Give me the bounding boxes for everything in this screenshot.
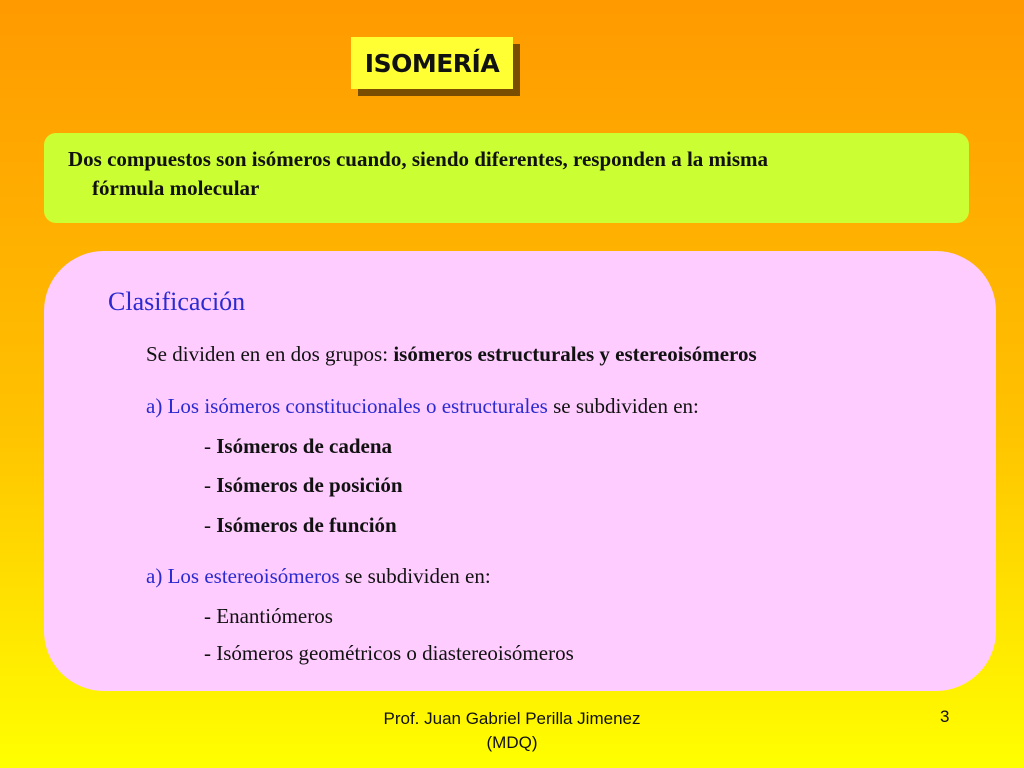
page-number: 3 bbox=[940, 707, 950, 726]
item-dash: - bbox=[204, 513, 217, 537]
structural-label-prefix: a) Los bbox=[146, 394, 205, 418]
stereo-label bbox=[146, 564, 491, 589]
item-dash: - bbox=[204, 604, 217, 628]
definition-line-1: Dos compuestos son isómeros cuando, siendo diferentes, responden a la misma bbox=[68, 147, 769, 171]
list-item bbox=[204, 604, 333, 629]
definition-text bbox=[68, 145, 945, 203]
structural-label bbox=[146, 394, 699, 419]
list-item bbox=[204, 473, 403, 498]
definition-line-2: fórmula molecular bbox=[92, 176, 260, 200]
classification-intro bbox=[146, 342, 757, 367]
definition-box bbox=[44, 133, 969, 223]
stereo-label-suffix: se subdividen en: bbox=[339, 564, 491, 588]
item-dash: - bbox=[204, 434, 217, 458]
footer-author-name: Prof. Juan Gabriel Perilla Jimenez bbox=[383, 709, 641, 728]
footer-author-location: (MDQ) bbox=[486, 733, 538, 752]
stereo-label-highlight: estereoisómeros bbox=[204, 564, 340, 588]
intro-groups: isómeros estructurales y estereoisómeros bbox=[393, 342, 757, 366]
classification-box bbox=[44, 251, 996, 691]
item-dash: - bbox=[204, 473, 217, 497]
list-item bbox=[204, 434, 392, 459]
list-item bbox=[204, 641, 574, 666]
structural-item-3: Isómeros de función bbox=[216, 513, 397, 537]
structural-label-highlight: isómeros constitucionales o estructurales bbox=[204, 394, 548, 418]
stereo-item-2: Isómeros geométricos o diastereoisómeros bbox=[216, 641, 574, 665]
classification-heading: Clasificación bbox=[108, 287, 246, 316]
page-title: ISOMERÍA bbox=[364, 48, 500, 78]
structural-item-1: Isómeros de cadena bbox=[216, 434, 393, 458]
stereo-item-1: Enantiómeros bbox=[216, 604, 333, 628]
item-dash: - bbox=[204, 641, 217, 665]
list-item bbox=[204, 513, 397, 538]
structural-label-suffix: se subdividen en: bbox=[547, 394, 699, 418]
footer-author bbox=[330, 707, 694, 755]
title-box bbox=[351, 37, 513, 89]
intro-prefix: Se dividen en en dos grupos: bbox=[146, 342, 394, 366]
stereo-label-prefix: a) Los bbox=[146, 564, 205, 588]
structural-item-2: Isómeros de posición bbox=[216, 473, 403, 497]
